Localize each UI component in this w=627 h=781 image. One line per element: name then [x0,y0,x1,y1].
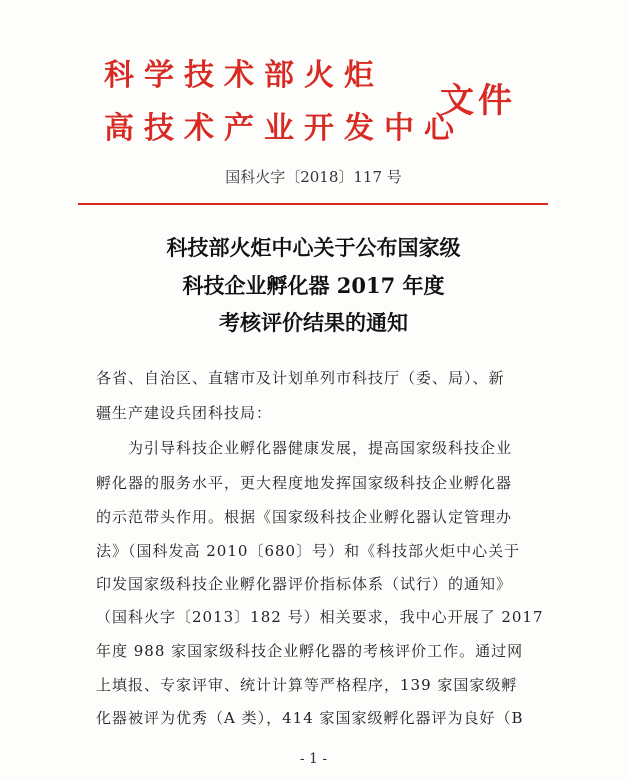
body-line: 年度 988 家国家级科技企业孵化器的考核评价工作。通过网 [96,642,524,660]
document-type-label: 文件 [440,81,516,121]
title-line-1: 科技部火炬中心关于公布国家级 [166,235,461,260]
document-number: 国科火字〔2018〕117 号 [225,168,402,186]
title-line-2: 科技企业孵化器 2017 年度 [182,273,445,298]
body-line: 为引导科技企业孵化器健康发展，提高国家级科技企业 [96,439,513,457]
issuing-org-line1: 科学技术部火炬 [104,58,384,93]
body-line: 法》（国科发高 2010〔680〕号）和《科技部火炬中心关于 [96,542,521,560]
issuing-org-line2: 高技术产业开发中心 [104,111,464,146]
page-number: - 1 - [299,751,328,767]
body-line: 印发国家级科技企业孵化器评价指标体系（试行）的通知》 [96,575,513,593]
header-divider [78,203,548,205]
body-line: 各省、自治区、直辖市及计划单列市科技厅（委、局）、新 [96,369,505,387]
body-line: 疆生产建设兵团科技局： [96,404,273,422]
body-line: 化器被评为优秀（A 类），414 家国家级孵化器评为良好（B [96,709,524,727]
body-line: 孵化器的服务水平，更大程度地发挥国家级科技企业孵化器 [96,474,513,492]
body-line: 上填报、专家评审、统计计算等严格程序，139 家国家级孵 [96,676,518,694]
body-line: 的示范带头作用。根据《国家级科技企业孵化器认定管理办 [96,508,513,526]
body-line: （国科火字〔2013〕182 号）相关要求，我中心开展了 2017 [96,608,544,626]
title-line-3: 考核评价结果的通知 [219,310,408,335]
